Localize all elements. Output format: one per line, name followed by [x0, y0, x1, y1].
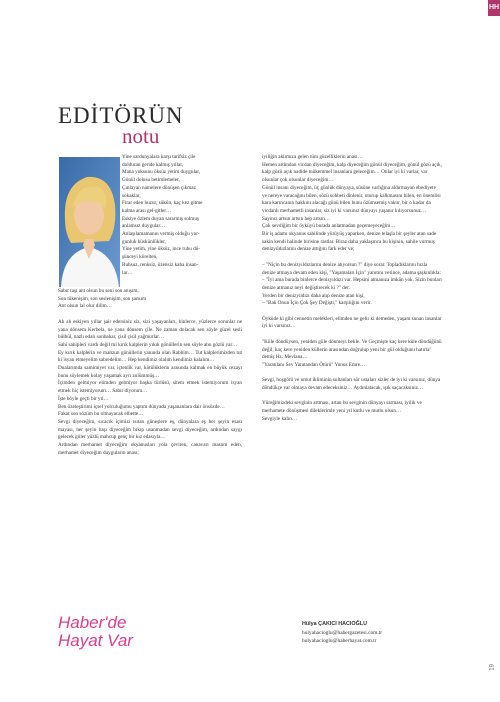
poem-line: anlamsız duygular… — [122, 223, 166, 230]
paragraph: Ben özeleştirimi içsel yolculuğumu yaptım dünyada yaşananlara dair önsözde… — [58, 403, 225, 410]
brand-logo — [58, 614, 133, 650]
poem-line: Ruhsuz, renksiz, özensiz kaba insan- — [122, 261, 199, 268]
paragraph: İçimden gelmiyor elimden gelmiyor başka türlüsü, sitem etmek istemiyorum isyan etmek hiç istemiyorum… Sabır diyorum… — [58, 380, 242, 395]
poem-line: şünceyi körelten, — [122, 254, 158, 261]
paragraph: Ah ah eskiyen yıllar şair edersiniz siz, sizi yaşayanları, binlerce, yüzlerce sorunlar ne yana dönsem Kerbela, ne yana dönsem çile. Ne zaman dolacak sen söyle güzel sesli bülbül, nazlı edalı sonbahar, çisil çisil yağmurlar… — [58, 318, 242, 341]
poem-line: Firar eden huzur, sükûn, kaç kez gitme — [122, 200, 203, 207]
paragraph: "Küle döndüysen, yeniden güle dönmeyi bekle. Ve Geçmişte kaç kere küle döndüğünü değil, kaç kere yeniden küllerin arasından doğrulup yeni bir gül olduğunu hatırla" demiş Hz. Mevlana… — [262, 338, 442, 361]
paragraph: – "İyi ama burada binlerce denizyıldızı var. Hepsini atmanıza imkân yok. Sizin bunları denize atmanız neyi değiştirecek ki ?" der. — [262, 277, 442, 291]
paragraph: Dualarımda samimiyet var, içtenlik var, kötülüklerin arasında kalmak en büyük cezayı bunu söylemek kolay yaşamak ayrı zulümmüş… — [58, 365, 242, 379]
brand-line-1: Haber'de — [58, 613, 127, 632]
paragraph: Çok sevdiğim bir öyküyü burada anlatmadan geçemeyeceğim… — [262, 223, 396, 230]
paragraph: Yüreğimizdeki sevginin artması, artan bu sevginin dünyayı sarması, iyilik ve merhamete dönüşmesi dileklerimle yeni yıl kutlu ve mutlu olsun… — [262, 400, 422, 415]
poem-line: kalma arası gel-gitler… — [122, 207, 172, 214]
paragraph: "Yaratılanı Sev Yaratandan Ötürü" Yunus Emre… — [262, 361, 366, 368]
author-email[interactable]: hulyahacioglu@haberhayat.com.tr — [302, 638, 377, 644]
paragraph: Hemen ardından vicdan diyeceğim, kalp diyeceğim gönül diyeceğim, gönül gözü açık, kalp gözü açık nadide mükemmel insanlara geleceğim… Onlar iyi ki varlar, var olsunlar çok olsunlar diyeceğim… — [262, 161, 442, 184]
paragraph: Sevgi, hoşgörü ve umut ikliminin sultanları sör ustaları sizler de iyi ki varsınız, dünya döndükçe var olmaya devam edeceksiniz… Aydınlatacak, ışık saçacaksınız… — [262, 377, 441, 392]
page-number: 19 — [490, 664, 496, 671]
paragraph: Ey kırık kalplerin ve mahzun gönüllerin yanında olan Rabbim… Tut kalplerimizden tut ki isyan etmeyelim sabredelim… Hep kendimiz olalım kendimiz kalalım… — [58, 349, 242, 364]
poem-line: dolduran geride kalmış yıllar, — [122, 161, 184, 168]
paragraph: Sahi sahipleri vardı değil mi kırık kalplerin yıkık gönüllerin sen söyle ahu gözlü yar… — [58, 341, 238, 348]
paragraph: Gönül insanı diyeceğim, üç günlük dünyaya, süsüne varlığına aldırmayan ebediyete ve nereye varacağını bilen, sözü sohbeti dinlenir, oturup kalkmasını bilen, en önemlisi kara karıncanın hakkını alacağı günü bilen bunu özümsemiş vakur, bir o kadar da vicdanlı merhametli insanlar, siz iyi ki varsınız dünyayı yaşanır kılıyorsunuz… Sayınız artsın artsın hep artsın… — [262, 184, 441, 222]
author-name: Hülya ÇAKICI HACIOĞLU — [302, 621, 367, 627]
author-signature — [302, 620, 382, 646]
paragraph: Sevgi diyeceğim, sıcacık içimizi ısıtan güneşlere eş, dünyalara eş her şeyin esası mayası, her şeyin başı diyeceğim bıkıp usanmadan sevgi diyeceğim, ardından saygı gelecek güler yüzlü mahcup genç bir kız edasıyla… — [58, 418, 242, 441]
poem-line: Yine yetim, yine öksüz, ince ruhu dü- — [122, 246, 201, 253]
right-text-column — [262, 154, 442, 424]
paragraph: Sevgiyle kalın… — [262, 415, 298, 422]
paragraph: – "Bak Onun İçin Çok Şey Değişti," karşılığını verir. — [262, 300, 372, 307]
poem-line: Çınlayan namelere dönüşen çıkmaz — [122, 184, 196, 191]
poem-line: lar… — [122, 269, 133, 276]
poem-top-column — [122, 154, 242, 277]
poem-line: Anlaşılamamanın vermiş olduğu yor- — [122, 231, 200, 238]
poem-line: Eskiye özlem duyan sararmış solmuş — [122, 215, 199, 222]
paragraph: iyiliğin aklımıza gelen tüm güzelliklerin anası… — [262, 154, 363, 160]
paragraph: İşte böyle geçti bir yıl… — [58, 395, 109, 402]
paragraph: Fakat son sözüm bu olmayacak elbette… — [58, 411, 144, 418]
paragraph: Son tükenişim, son seslenişim, son şansım — [58, 295, 147, 302]
paragraph: Yerden bir denizyıldızı daha alıp denize atan kişi, — [262, 292, 365, 299]
poem-line: Gönül dolusu betimlemeler, — [122, 177, 180, 184]
left-text-column — [58, 288, 242, 457]
poem-line: Mana yoksunu öksüz yetim duygular, — [122, 169, 201, 176]
poem-line: sokaklar, — [122, 192, 141, 199]
poem-line: gunluk küskünlükler, — [122, 238, 166, 245]
paragraph: Sabır taşı ant olsun bu seni son anışım, — [58, 288, 139, 294]
poem-line: Yine sardunyalara karşı tarifsiz çile — [122, 154, 196, 160]
title-notu: notu — [122, 124, 160, 148]
paragraph: Bir iş adamı okyanus sahilinde yürüyüş yaparken, denize telaşla bir şeyler atan sade sakin kendi halinde birisine rastlar. Biraz daha yaklaşınca bu kişinin, sahile vurmuş denizyıldızlarını denize attığını fark eder ve; — [262, 231, 437, 253]
author-email[interactable]: hulyahacioglu@habergazetesi.com.tr — [302, 629, 383, 636]
paragraph: Ant olsun lal olur dilim… — [58, 303, 112, 310]
paragraph: Öyküde ki gibi cennetin melekleri, elimden ne gelir ki demeden, yaşam sunan insanlar iyi ki varsınız… — [262, 315, 442, 330]
editor-photo — [59, 157, 120, 287]
title-editorun: EDİTÖRÜN — [58, 103, 184, 128]
paragraph: – "Niçin bu denizyıldızlarını denize atıyorsun ?" diye sorar. Topladıklarını hızla denize atmaya devam eden kişi, "Yaşamaları İçin" yanıtını verince, adama şaşkınlıkla: — [262, 261, 441, 276]
paragraph: Ardından merhamet diyeceğim okyanusları yola çeviren, canavarı masum eden, merhamet diyeceğim duyguların anası, — [58, 442, 242, 456]
corner-logo: HH — [488, 0, 500, 16]
brand-line-2: Hayat Var — [58, 631, 133, 650]
